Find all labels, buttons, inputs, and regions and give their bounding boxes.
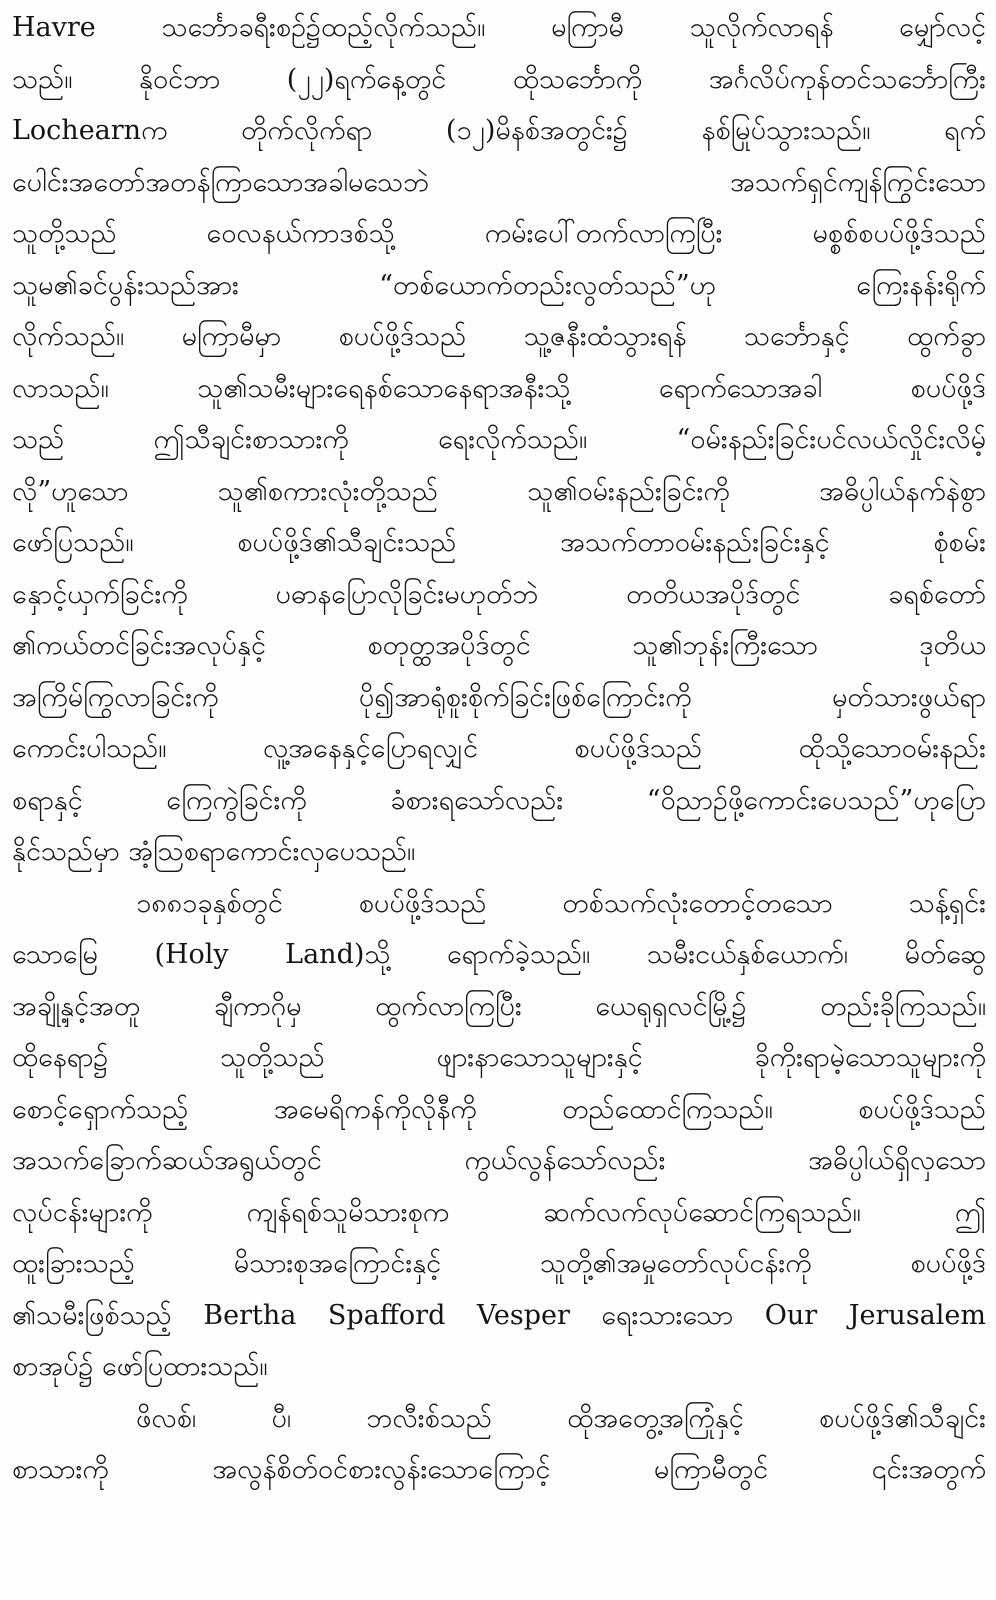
text-line: လိုက်သည်။ မကြာမီမှာ စပပ်ဖို့ဒ်သည် သူ့ဇနီးထံသွားရန် သင်္ဘောနှင့် ထွက်ခွာ (12, 321, 986, 352)
body-text (12, 2, 986, 1496)
text-line: ထိုနေရာ၌ သူတို့သည် ဖျားနာသောသူများနှင့် ခိုကိုးရာမဲ့သောသူများကို (12, 1042, 986, 1073)
text-line: အကြိမ်ကြွလာခြင်းကို ပို၍အာရုံစူးစိုက်ခြင်းဖြစ်ကြောင်းကို မှတ်သားဖွယ်ရာ (12, 681, 986, 713)
text-line: စာအုပ်၌ ဖော်ပြထားသည်။ (12, 1351, 268, 1382)
text-line: စောင့်ရှောက်သည့် အမေရိကန်ကိုလိုနီကို တည်ထောင်ကြသည်။ စပပ်ဖို့ဒ်သည် (12, 1093, 986, 1125)
text-line: ၏ကယ်တင်ခြင်းအလုပ်နှင့် စတုတ္ထအပိုဒ်တွင် သူ၏ဘုန်းကြီးသော ဒုတိယ (12, 630, 986, 661)
text-line: လုပ်ငန်းများကို ကျန်ရစ်သူမိသားစုက ဆက်လက်လုပ်ဆောင်ကြရသည်။ ဤ (12, 1196, 986, 1228)
text-line: အသက်ခြောက်ဆယ်အရွယ်တွင် ကွယ်လွန်သော်လည်း အဓိပ္ပါယ်ရှိလှသော (12, 1145, 986, 1176)
text-line: နိုင်သည်မှာ အံ့သြစရာကောင်းလှပေသည်။ (12, 836, 416, 867)
text-line: လာသည်။ သူ၏သမီးများရေနစ်သောနေရာအနီးသို့ ရောက်သောအခါ စပပ်ဖို့ဒ် (12, 372, 986, 404)
text-line: နှောင့်ယှက်ခြင်းကို ပဓာနပြောလိုခြင်းမဟုတ်ဘဲ တတိယအပိုဒ်တွင် ခရစ်တော် (12, 578, 986, 610)
text-line: ပေါင်းအတော်အတန်ကြာသောအခါမသေဘဲ အသက်ရှင်ကျန်ကြွင်းသော (12, 166, 986, 198)
text-line: ကောင်းပါသည်။ လူ့အနေနှင့်ပြောရလျှင် စပပ်ဖို့ဒ်သည် ထိုသို့သောဝမ်းနည်း (12, 733, 986, 764)
text-line: စရာနှင့် ကြေကွဲခြင်းကို ခံစားရသော်လည်း “ဝိညာဉ်ဖို့ကောင်းပေသည်”ဟုပြော (12, 784, 986, 816)
text-line: လို”ဟူသော သူ၏စကားလုံးတို့သည် သူ၏ဝမ်းနည်းခြင်းကို အဓိပ္ပါယ်နက်နဲစွာ (12, 475, 986, 507)
paragraph-start-line: ၁၈၈၁ခုနှစ်တွင် စပပ်ဖို့ဒ်သည် တစ်သက်လုံးတောင့်တသော သန့်ရှင်း (136, 887, 986, 919)
text-line: Havre သင်္ဘောခရီးစဉ်၌ထည့်လိုက်သည်။ မကြာမီ သူလိုက်လာရန် မျှော်လင့် (12, 12, 986, 43)
text-line: ဖော်ပြသည်။ စပပ်ဖို့ဒ်၏သီချင်းသည် အသက်တာဝမ်းနည်းခြင်းနှင့် စုံစမ်း (12, 527, 986, 558)
text-line: သည်။ နိုဝင်ဘာ (၂၂)ရက်နေ့တွင် ထိုသင်္ဘောကို အင်္ဂလိပ်ကုန်တင်သင်္ဘောကြီး (12, 63, 986, 95)
text-line: သောမြေ (Holy Land)သို့ ရောက်ခဲ့သည်။ သမီးငယ်နှစ်ယောက်၊ မိတ်ဆွေ (12, 939, 986, 970)
text-line: သူတို့သည် ဝေလနယ်ကာဒစ်သို့ ကမ်းပေါ်တက်လာကြပြီး မစ္စစ်စပပ်ဖို့ဒ်သည် (12, 218, 986, 249)
text-line: Lochearnက တိုက်လိုက်ရာ (၁၂)မိနစ်အတွင်း၌ နစ်မြုပ်သွားသည်။ ရက် (12, 115, 986, 146)
text-line: သူမ၏ခင်ပွန်းသည်အား “တစ်ယောက်တည်းလွတ်သည်”ဟု ကြေးနန်းရိုက် (12, 269, 986, 301)
paragraph-start-line: ဖိလစ်၊ ပီ၊ ဘလီးစ်သည် ထိုအတွေ့အကြုံနှင့် စပပ်ဖို့ဒ်၏သီချင်း (136, 1402, 986, 1434)
text-line: ၏သမီးဖြစ်သည့် Bertha Spafford Vesper ရေးသားသော Our Jerusalem (12, 1299, 986, 1331)
text-line: အချို့နှင့်အတူ ချီကာဂိုမှ ထွက်လာကြပြီး ယေရုရှလင်မြို့၌ တည်းခိုကြသည်။ (12, 990, 986, 1022)
text-line: ထူးခြားသည့် မိသားစုအကြောင်းနှင့် သူတို့၏အမှုတော်လုပ်ငန်းကို စပပ်ဖို့ဒ် (12, 1248, 986, 1279)
text-line: စာသားကို အလွန်စိတ်ဝင်စားလွန်းသောကြောင့် မကြာမီတွင် ၎င်းအတွက် (12, 1454, 986, 1485)
text-line: သည် ဤသီချင်းစာသားကို ရေးလိုက်သည်။ “ဝမ်းနည်းခြင်းပင်လယ်လှိုင်းလိမ့် (12, 424, 986, 455)
